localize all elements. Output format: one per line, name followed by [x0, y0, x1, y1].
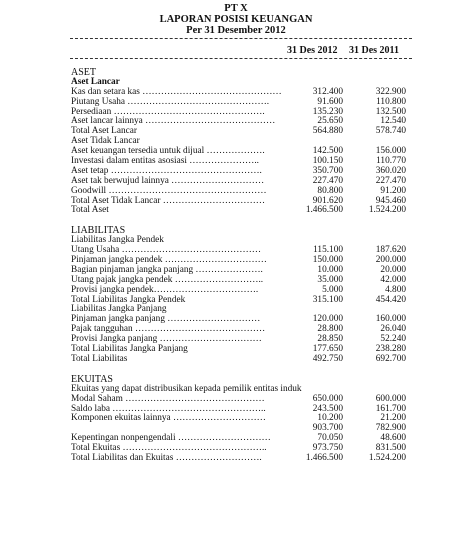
row-label: Aset keuangan tersedia untuk dijual ……………….: [71, 146, 265, 157]
value-2012: 70.050: [317, 433, 343, 444]
row-label: LIABILITAS: [71, 225, 126, 237]
row-label: Aset Lancar: [71, 76, 120, 87]
value-2012: 973.750: [312, 443, 343, 454]
row-label: Liabilitas Jangka Pendek: [71, 235, 164, 246]
row-label: Investasi dalam entitas asosiasi …………………..: [71, 156, 259, 167]
value-2012: 901.620: [312, 195, 343, 206]
value-2011: 1.524.200: [368, 452, 406, 463]
row-label: Provisi Jangka panjang ……………………………: [71, 334, 262, 345]
value-2012: 115.100: [313, 245, 343, 256]
value-2012: 350.700: [312, 165, 343, 176]
row-label: Bagian pinjaman jangka panjang ………………….: [71, 264, 263, 275]
value-2011: 26.040: [380, 324, 406, 335]
statement-table: [0, 68, 472, 464]
row-label: Kas dan setara kas ………………………………………: [71, 86, 282, 97]
row-label: Ekuitas yang dapat distribusikan kepada pemilik entitas induk: [71, 383, 302, 394]
value-2011: 156.000: [375, 146, 406, 157]
statement-row: [0, 454, 472, 464]
value-2012: 80.800: [317, 185, 343, 196]
value-2012: 492.750: [312, 353, 343, 364]
value-2012: 135.230: [312, 106, 343, 117]
row-label: Pinjaman jangka pendek ……………………………: [71, 255, 267, 266]
value-2012: 227.470: [312, 175, 343, 186]
value-2011: 831.500: [375, 443, 406, 454]
value-2011: 187.620: [375, 245, 406, 256]
value-2011: 454.420: [375, 294, 406, 305]
row-label: Total Liabilitas: [71, 353, 128, 364]
row-label: Aset tetap ………………………………………….: [71, 165, 262, 176]
value-2011: 238.280: [375, 344, 406, 355]
row-label: Total Aset Tidak Lancar ……………………………: [71, 195, 266, 206]
row-label: Total Aset Lancar: [71, 126, 137, 137]
row-label: Total Aset: [71, 205, 109, 216]
value-2012: 35.000: [317, 274, 343, 285]
value-2011: 52.240: [380, 334, 406, 345]
value-2011: 42.000: [380, 274, 406, 285]
value-2012: 1.466.500: [305, 205, 343, 216]
value-2012: 315.100: [312, 294, 343, 305]
value-2012: 10.000: [317, 264, 343, 275]
value-2012: 1.466.500: [305, 452, 343, 463]
row-label: Pajak tangguhan ……………………………………: [71, 324, 266, 335]
value-2011: 110.800: [376, 96, 406, 107]
value-2011: 200.000: [375, 255, 406, 266]
value-2011: 21.200: [380, 413, 406, 424]
value-2011: 600.000: [375, 393, 406, 404]
row-label: Total Ekuitas ………………………………………..: [71, 443, 267, 454]
statement-row: [0, 355, 472, 365]
row-label: Kepentingan nonpengendali …………………………: [71, 433, 271, 444]
value-2011: 160.000: [375, 314, 406, 325]
value-2012: 120.000: [312, 314, 343, 325]
value-2011: 578.740: [375, 126, 406, 137]
value-2012: 150.000: [312, 255, 343, 266]
row-label: ASET: [71, 67, 96, 78]
row-label: Modal Saham ………………………………………: [71, 393, 265, 404]
value-2012: 5.000: [322, 284, 343, 295]
row-label: Pinjaman jangka panjang …………………………: [71, 314, 261, 325]
report-date: Per 31 Desember 2012: [186, 25, 286, 36]
row-label: Aset Tidak Lancar: [71, 136, 140, 147]
row-label: Persediaan ………………………………………….: [71, 106, 265, 117]
value-2012: 243.500: [312, 403, 343, 414]
column-header-2011: 31 Des 2011: [349, 45, 399, 56]
value-2011: 4.800: [385, 284, 406, 295]
value-2012: 91.600: [317, 96, 343, 107]
value-2011: 782.900: [375, 423, 406, 434]
row-label: Utang pajak jangka pendek ………………………..: [71, 274, 264, 285]
value-2011: 227.470: [375, 175, 406, 186]
row-label: Utang Usaha ………………………………………: [71, 245, 262, 256]
value-2011: 945.460: [375, 195, 406, 206]
value-2011: 360.020: [375, 165, 406, 176]
value-2012: 25.650: [317, 116, 343, 127]
value-2011: 20.000: [380, 264, 406, 275]
value-2011: 322.900: [375, 86, 406, 97]
value-2012: 177.650: [312, 344, 343, 355]
value-2011: 110.770: [376, 156, 406, 167]
value-2011: 692.700: [375, 353, 406, 364]
row-label: Aset lancar lainnya ……………………………………: [71, 116, 276, 127]
row-label: Aset tak berwujud lainnya …………………………: [71, 175, 265, 186]
value-2012: 312.400: [312, 86, 343, 97]
value-2012: 28.850: [317, 334, 343, 345]
value-2011: 1.524.200: [368, 205, 406, 216]
row-label: EKUITAS: [71, 373, 113, 385]
value-2012: 142.500: [312, 146, 343, 157]
value-2012: 903.700: [312, 423, 343, 434]
value-2011: 12.540: [380, 116, 406, 127]
value-2011: 48.600: [380, 433, 406, 444]
report-title: LAPORAN POSISI KEUANGAN: [159, 14, 313, 25]
value-2011: 132.500: [375, 106, 406, 117]
row-label: Total Liabilitas dan Ekuitas ……………………….: [71, 452, 262, 463]
row-label: Liabilitas Jangka Panjang: [71, 304, 167, 315]
column-header-2012: 31 Des 2012: [287, 45, 338, 56]
header-rule: [70, 38, 412, 39]
value-2012: 28.800: [317, 324, 343, 335]
row-label: Total Liabilitas Jangka Pendek: [71, 294, 186, 305]
statement-row: [0, 206, 472, 216]
row-label: Komponen ekuitas lainnya …………………………: [71, 413, 266, 424]
column-rule: [70, 58, 412, 59]
value-2012: 564.880: [312, 126, 343, 137]
value-2012: 10.200: [317, 413, 343, 424]
row-label: Piutang Usaha ……………………………………….: [71, 96, 270, 107]
row-label: Total Liabilitas Jangka Panjang: [71, 344, 188, 355]
value-2012: 100.150: [312, 156, 343, 167]
value-2012: 650.000: [312, 393, 343, 404]
value-2011: 161.700: [375, 403, 406, 414]
row-label: Goodwill ……………………………………………: [71, 185, 267, 196]
row-label: Provisi jangka pendek…………………………….: [71, 284, 259, 295]
value-2011: 91.200: [380, 185, 406, 196]
company-name: PT X: [224, 3, 248, 14]
row-label: Saldo laba …………………………………………..: [71, 403, 266, 414]
